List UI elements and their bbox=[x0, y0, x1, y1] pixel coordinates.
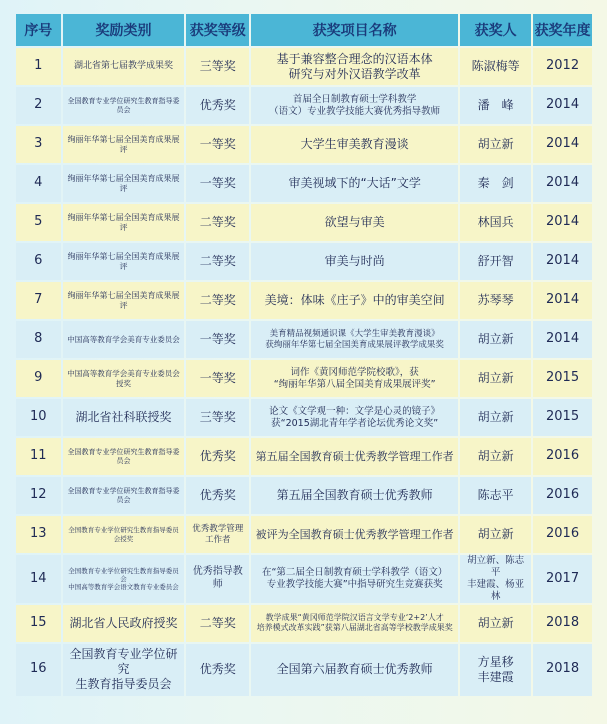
header-award-category: 奖励类别 bbox=[63, 14, 185, 46]
table-header-row bbox=[16, 14, 592, 46]
cell-year: 2014 bbox=[533, 243, 592, 280]
cell-person: 胡立新 bbox=[460, 605, 531, 642]
table-row bbox=[16, 282, 592, 319]
cell-category: 湖北省第七届教学成果奖 bbox=[63, 48, 185, 85]
cell-level: 一等奖 bbox=[186, 165, 249, 202]
cell-serial: 12 bbox=[16, 477, 61, 514]
cell-year: 2018 bbox=[533, 605, 592, 642]
cell-serial: 14 bbox=[16, 555, 61, 603]
table-row bbox=[16, 165, 592, 202]
cell-category: 绚丽年华第七届全国美育成果展评 bbox=[63, 126, 185, 163]
cell-title: 在“第二届全日制教育硕士学科教学（语文） 专业教学技能大赛”中指导研究生竞赛获奖 bbox=[251, 555, 458, 603]
cell-title: 第五届全国教育硕士优秀教师 bbox=[251, 477, 458, 514]
cell-serial: 4 bbox=[16, 165, 61, 202]
cell-person: 胡立新 bbox=[460, 516, 531, 553]
cell-title: 被评为全国教育硕士优秀教学管理工作者 bbox=[251, 516, 458, 553]
cell-year: 2014 bbox=[533, 321, 592, 358]
cell-serial: 11 bbox=[16, 438, 61, 475]
cell-person: 陈淑梅等 bbox=[460, 48, 531, 85]
header-award-level: 获奖等级 bbox=[186, 14, 249, 46]
table-row bbox=[16, 48, 592, 85]
header-awardee: 获奖人 bbox=[460, 14, 531, 46]
cell-category: 绚丽年华第七届全国美育成果展评 bbox=[63, 204, 185, 241]
cell-serial: 5 bbox=[16, 204, 61, 241]
table-row bbox=[16, 605, 592, 642]
cell-title: 首届全日制教育硕士学科教学 （语文）专业教学技能大赛优秀指导教师 bbox=[251, 87, 458, 124]
cell-level: 优秀奖 bbox=[186, 477, 249, 514]
cell-level: 三等奖 bbox=[186, 399, 249, 436]
table-row bbox=[16, 204, 592, 241]
cell-serial: 6 bbox=[16, 243, 61, 280]
cell-category: 绚丽年华第七届全国美育成果展评 bbox=[63, 165, 185, 202]
cell-year: 2018 bbox=[533, 644, 592, 696]
header-serial: 序号 bbox=[16, 14, 61, 46]
table-row bbox=[16, 87, 592, 124]
cell-title: 审美视域下的“大话”文学 bbox=[251, 165, 458, 202]
table-row bbox=[16, 360, 592, 397]
cell-category: 全国教育专业学位研究生教育指导委员会 bbox=[63, 477, 185, 514]
cell-level: 优秀奖 bbox=[186, 438, 249, 475]
cell-category: 全国教育专业学位研究生教育指导委员会 bbox=[63, 87, 185, 124]
cell-title: 美境：体味《庄子》中的审美空间 bbox=[251, 282, 458, 319]
table-row bbox=[16, 321, 592, 358]
cell-level: 二等奖 bbox=[186, 282, 249, 319]
cell-year: 2016 bbox=[533, 477, 592, 514]
cell-level: 一等奖 bbox=[186, 360, 249, 397]
cell-category: 全国教育专业学位研究生教育指导委员会 bbox=[63, 438, 185, 475]
cell-category: 全国教育专业学位研究生教育指导委员会 中国高等教育学会语文教育专业委员会 bbox=[63, 555, 185, 603]
header-award-year: 获奖年度 bbox=[533, 14, 592, 46]
cell-serial: 16 bbox=[16, 644, 61, 696]
cell-category: 中国高等教育学会美育专业委员会 bbox=[63, 321, 185, 358]
cell-title: 大学生审美教育漫谈 bbox=[251, 126, 458, 163]
cell-level: 优秀奖 bbox=[186, 87, 249, 124]
cell-person: 林国兵 bbox=[460, 204, 531, 241]
cell-year: 2014 bbox=[533, 165, 592, 202]
cell-year: 2015 bbox=[533, 399, 592, 436]
cell-level: 二等奖 bbox=[186, 243, 249, 280]
cell-year: 2014 bbox=[533, 126, 592, 163]
cell-person: 潘 峰 bbox=[460, 87, 531, 124]
table-row bbox=[16, 516, 592, 553]
cell-person: 胡立新、陈志平 丰建霞、杨亚林 bbox=[460, 555, 531, 603]
table-row bbox=[16, 555, 592, 603]
cell-person: 陈志平 bbox=[460, 477, 531, 514]
cell-person: 方星移 丰建霞 bbox=[460, 644, 531, 696]
cell-level: 一等奖 bbox=[186, 321, 249, 358]
cell-category: 绚丽年华第七届全国美育成果展评 bbox=[63, 243, 185, 280]
cell-title: 全国第六届教育硕士优秀教师 bbox=[251, 644, 458, 696]
cell-title: 词作《黄冈师范学院校歌》，获 “绚丽年华第八届全国美育成果展评奖” bbox=[251, 360, 458, 397]
cell-year: 2015 bbox=[533, 360, 592, 397]
cell-person: 胡立新 bbox=[460, 438, 531, 475]
cell-serial: 9 bbox=[16, 360, 61, 397]
cell-person: 胡立新 bbox=[460, 321, 531, 358]
cell-serial: 13 bbox=[16, 516, 61, 553]
cell-level: 一等奖 bbox=[186, 126, 249, 163]
table-row bbox=[16, 399, 592, 436]
cell-category: 绚丽年华第七届全国美育成果展评 bbox=[63, 282, 185, 319]
cell-title: 第五届全国教育硕士优秀教学管理工作者 bbox=[251, 438, 458, 475]
cell-serial: 15 bbox=[16, 605, 61, 642]
cell-level: 优秀奖 bbox=[186, 644, 249, 696]
cell-person: 胡立新 bbox=[460, 126, 531, 163]
cell-person: 胡立新 bbox=[460, 399, 531, 436]
cell-category: 湖北省人民政府授奖 bbox=[63, 605, 185, 642]
cell-level: 优秀教学管理工作者 bbox=[186, 516, 249, 553]
cell-level: 三等奖 bbox=[186, 48, 249, 85]
cell-title: 审美与时尚 bbox=[251, 243, 458, 280]
cell-year: 2014 bbox=[533, 282, 592, 319]
cell-person: 苏琴琴 bbox=[460, 282, 531, 319]
cell-category: 中国高等教育学会美育专业委员会授奖 bbox=[63, 360, 185, 397]
table-row bbox=[16, 126, 592, 163]
cell-person: 秦 剑 bbox=[460, 165, 531, 202]
cell-title: 教学成果“黄冈师范学院汉语言文学专业‘2+2’人才 培养模式改革实践”获第八届湖北省高等学校教学成果奖 bbox=[251, 605, 458, 642]
cell-serial: 3 bbox=[16, 126, 61, 163]
header-project-name: 获奖项目名称 bbox=[251, 14, 458, 46]
cell-level: 优秀指导教师 bbox=[186, 555, 249, 603]
cell-serial: 10 bbox=[16, 399, 61, 436]
cell-year: 2014 bbox=[533, 204, 592, 241]
cell-title: 美育精品视频通识课《大学生审美教育漫谈》 获绚丽年华第七届全国美育成果展评教学成果奖 bbox=[251, 321, 458, 358]
cell-serial: 2 bbox=[16, 87, 61, 124]
cell-year: 2012 bbox=[533, 48, 592, 85]
cell-category: 全国教育专业学位研究生教育指导委员会授奖 bbox=[63, 516, 185, 553]
cell-category: 湖北省社科联授奖 bbox=[63, 399, 185, 436]
cell-title: 论文《文学观一种：文学是心灵的镜子》 获“2015湖北青年学者论坛优秀论文奖” bbox=[251, 399, 458, 436]
cell-year: 2016 bbox=[533, 516, 592, 553]
awards-table bbox=[14, 12, 594, 698]
cell-year: 2014 bbox=[533, 87, 592, 124]
cell-person: 舒开智 bbox=[460, 243, 531, 280]
cell-serial: 1 bbox=[16, 48, 61, 85]
table-row bbox=[16, 243, 592, 280]
table-row bbox=[16, 644, 592, 696]
cell-year: 2016 bbox=[533, 438, 592, 475]
cell-title: 欲望与审美 bbox=[251, 204, 458, 241]
cell-serial: 7 bbox=[16, 282, 61, 319]
cell-title: 基于兼容整合理念的汉语本体 研究与对外汉语教学改革 bbox=[251, 48, 458, 85]
table-row bbox=[16, 438, 592, 475]
cell-category: 全国教育专业学位研究 生教育指导委员会 bbox=[63, 644, 185, 696]
cell-year: 2017 bbox=[533, 555, 592, 603]
cell-person: 胡立新 bbox=[460, 360, 531, 397]
cell-serial: 8 bbox=[16, 321, 61, 358]
cell-level: 二等奖 bbox=[186, 204, 249, 241]
cell-level: 二等奖 bbox=[186, 605, 249, 642]
table-row bbox=[16, 477, 592, 514]
